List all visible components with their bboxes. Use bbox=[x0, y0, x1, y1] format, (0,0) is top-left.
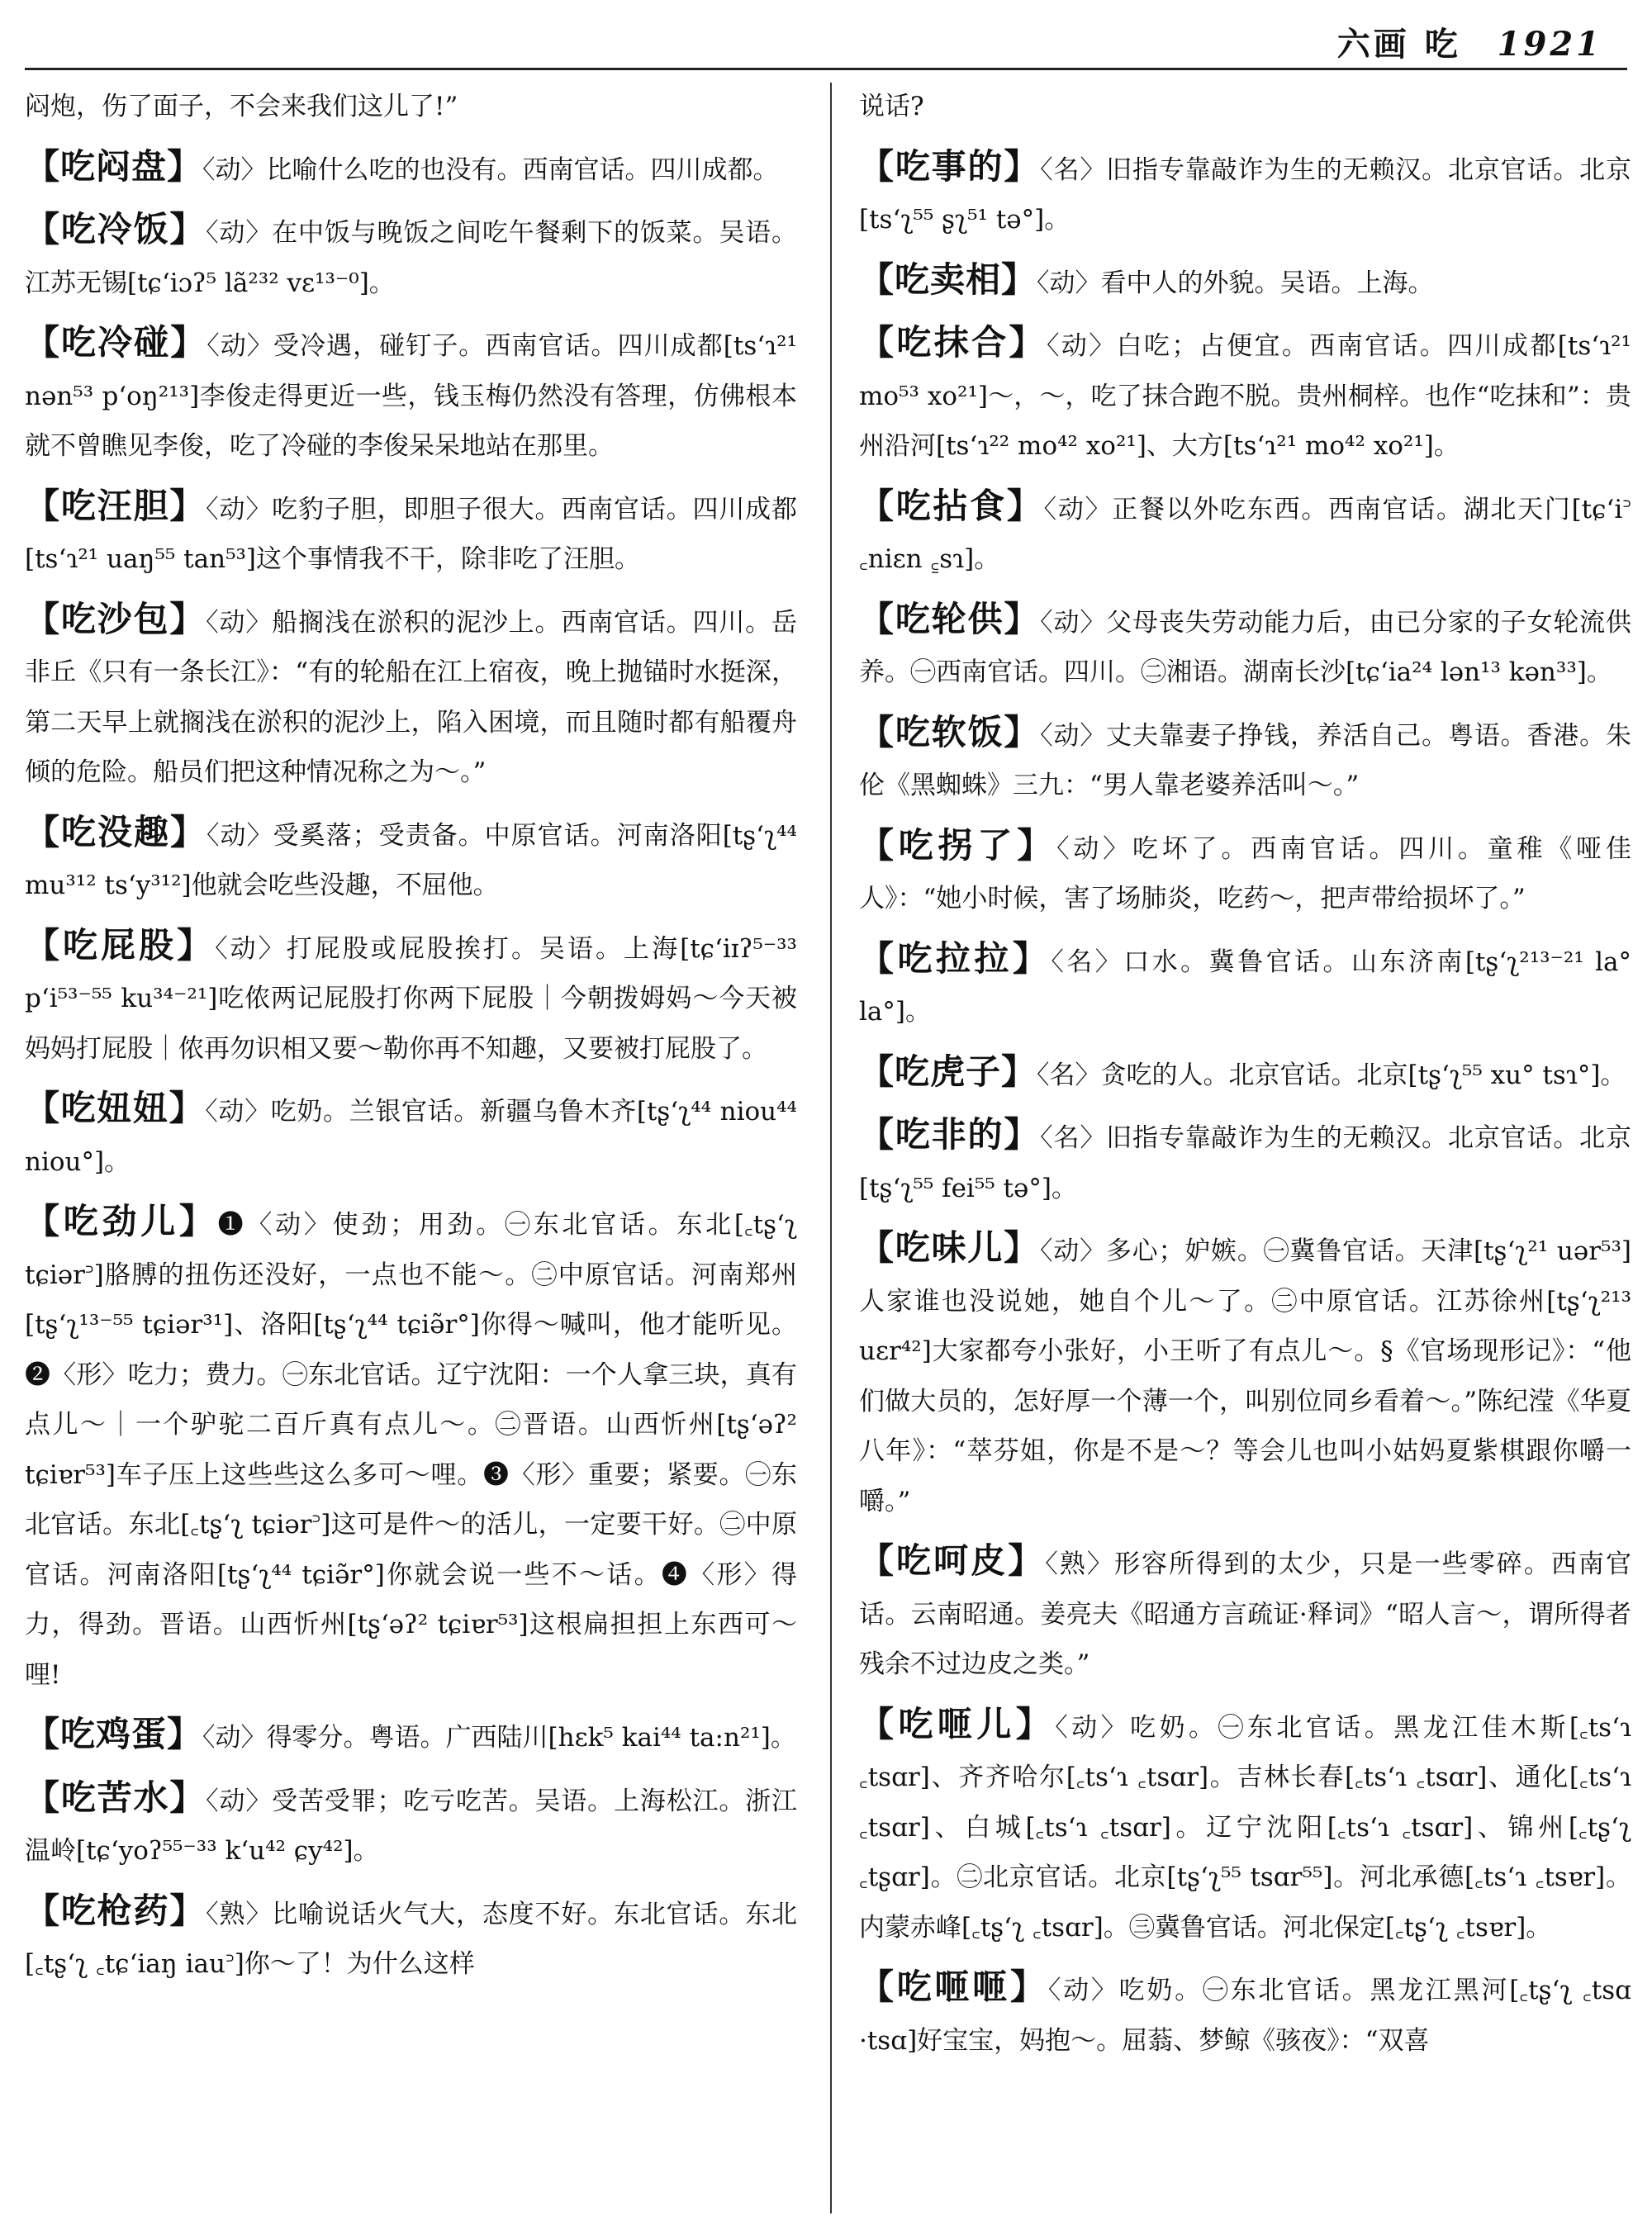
entry-definition: 〈动〉打屁股或屁股挨打。吴语。上海[tɕ‘iɪʔ⁵⁻³³ p‘i⁵³⁻⁵⁵ ku³⁴⁻²¹]吃侬两记屁股打你两下屁股｜今朝拨姆妈～今天被妈妈打屁股｜侬再勿识相又要～勒你再不知趣，又要被打屁股了。 bbox=[25, 933, 797, 1064]
dictionary-entry bbox=[859, 482, 1631, 585]
entry-definition: 〈动〉船搁浅在淤积的泥沙上。西南官话。四川。岳非丘《只有一条长江》：“有的轮船在江上宿夜，晚上抛锚时水挺深，第二天早上就搁浅在淤积的泥沙上，陷入困境，而且随时都有船覆舟倾的危险。船员们把这种情况称之为～。” bbox=[25, 607, 797, 787]
entry-headword: 【吃拈食】 bbox=[859, 485, 1044, 526]
dictionary-entry bbox=[859, 1110, 1631, 1213]
entry-headword: 【吃冷饭】 bbox=[25, 209, 206, 249]
dictionary-entry bbox=[859, 1962, 1631, 2066]
entry-headword: 【吃轮供】 bbox=[859, 598, 1041, 639]
entry-headword: 【吃妞妞】 bbox=[25, 1088, 206, 1128]
entry-definition: 〈熟〉比喻说话火气大，态度不好。东北官话。东北[꜀tʂ‘ʅ ꜀tɕ‘iaŋ iau꜄]你～了！为什么这样 bbox=[25, 1899, 797, 1979]
entry-definition: 〈动〉看中人的外貌。吴语。上海。 bbox=[1037, 268, 1434, 298]
entry-definition: 〈名〉口水。冀鲁官话。山东济南[tʂ‘ʅ²¹³⁻²¹ la° la°]。 bbox=[859, 947, 1631, 1027]
dictionary-entry bbox=[25, 1710, 797, 1763]
entry-headword: 【吃枪药】 bbox=[25, 1890, 206, 1931]
entry-definition: 〈动〉受苦受罪；吃亏吃苦。吴语。上海松江。浙江温岭[tɕ‘yoʔ⁵⁵⁻³³ k‘u⁴² ɕy⁴²]。 bbox=[25, 1786, 797, 1866]
entry-headword: 【吃鸡蛋】 bbox=[25, 1714, 203, 1754]
dictionary-entry bbox=[25, 921, 797, 1075]
entry-definition: 〈动〉多心；妒嫉。㊀冀鲁官话。天津[tʂ‘ʅ²¹ uər⁵³]人家谁也没说她，她自个儿～了。㊁中原官话。江苏徐州[tʂ‘ʅ²¹³ uɛr⁴²]大家都夸小张好，小王听了有点儿～。§《官场现形记》：“他们做大员的，怎好厚一个薄一个，叫别位同乡看着～。”陈纪滢《华夏八年》：“萃芬姐，你是不是～？等会儿也叫小姑妈夏紫棋跟你嚼一嚼。” bbox=[859, 1236, 1631, 1516]
dictionary-entry bbox=[859, 1536, 1631, 1690]
dictionary-entry bbox=[859, 1047, 1631, 1101]
section-title: 六画 吃 bbox=[1336, 25, 1461, 64]
page-header bbox=[1337, 18, 1602, 65]
entry-definition: 〈动〉父母丧失劳动能力后，由已分家的子女轮流供养。㊀西南官话。四川。㊁湘语。湖南长沙[tɕ‘ia²⁴ lən¹³ kən³³]。 bbox=[859, 607, 1631, 687]
dictionary-entry bbox=[859, 318, 1631, 472]
entry-definition: ❶〈动〉使劲；用劲。㊀东北官话。东北[꜀tʂ‘ʅ tɕiər꜄]胳膊的扭伤还没好，一点也不能～。㊁中原官话。河南郑州[tʂ‘ʅ¹³⁻⁵⁵ tɕiər³¹]、洛阳[tʂ‘ʅ⁴⁴ tɕiə̃r°]你得～喊叫，他才能听见。❷〈形〉吃力；费力。㊀东北官话。辽宁沈阳：一个人拿三块，真有点儿～｜一个驴驼二百斤真有点儿～。㊁晋语。山西忻州[tʂ‘əʔ² tɕiɐr⁵³]车子压上这些些这么多可～哩。❸〈形〉重要；紧要。㊀东北官话。东北[꜀tʂ‘ʅ tɕiər꜄]这可是件～的活儿，一定要干好。㊁中原官话。河南洛阳[tʂ‘ʅ⁴⁴ tɕiə̃r°]你就会说一些不～话。❹〈形〉得力，得劲。晋语。山西忻州[tʂ‘əʔ² tɕiɐr⁵³]这根扁担担上东西可～哩! bbox=[25, 1210, 797, 1690]
entry-definition: 〈动〉吃坏了。西南官话。四川。童稚《哑佳人》：“她小时候，害了场肺炎，吃药～，把声带给损坏了。” bbox=[859, 833, 1631, 913]
entry-headword: 【吃软饭】 bbox=[859, 711, 1041, 752]
page-number: 1921 bbox=[1497, 25, 1602, 64]
dictionary-entry bbox=[859, 708, 1631, 811]
dictionary-entry bbox=[25, 595, 797, 798]
dictionary-entry bbox=[25, 318, 797, 472]
dictionary-entry bbox=[25, 1886, 797, 1990]
dictionary-entry bbox=[859, 595, 1631, 698]
entry-definition: 〈动〉在中饭与晚饭之间吃午餐剩下的饭菜。吴语。江苏无锡[tɕ‘iɔʔ⁵ lã²³² vɛ¹³⁻⁰]。 bbox=[25, 218, 797, 298]
dictionary-entry bbox=[25, 142, 797, 196]
right-column bbox=[859, 78, 1631, 2218]
entry-headword: 【吃事的】 bbox=[859, 145, 1041, 187]
entry-definition: 〈动〉丈夫靠妻子挣钱，养活自己。粤语。香港。朱伦《黑蜘蛛》三九：“男人靠老婆养活叫～。” bbox=[859, 720, 1631, 800]
entry-definition: 闷炮，伤了面子，不会来我们这儿了!” bbox=[25, 92, 458, 121]
entry-headword: 【吃虎子】 bbox=[859, 1051, 1037, 1092]
entry-headword: 【吃非的】 bbox=[859, 1114, 1041, 1155]
entry-definition: 〈动〉比喻什么吃的也没有。西南官话。四川成都。 bbox=[202, 154, 779, 185]
entry-definition: 说话? bbox=[859, 92, 924, 121]
dictionary-entry bbox=[25, 205, 797, 308]
entry-headword: 【吃屁股】 bbox=[25, 924, 216, 966]
entry-definition: 〈名〉贪吃的人。北京官话。北京[tʂ‘ʅ⁵⁵ xu° tsɿ°]。 bbox=[1037, 1060, 1626, 1090]
dictionary-entry bbox=[859, 1223, 1631, 1526]
dictionary-entry bbox=[859, 78, 1631, 132]
dictionary-entry bbox=[859, 821, 1631, 924]
entry-headword: 【吃咂咂】 bbox=[859, 1967, 1048, 2007]
dictionary-entry bbox=[25, 78, 797, 132]
dictionary-entry bbox=[25, 808, 797, 911]
entry-definition: 〈动〉吃豹子胆，即胆子很大。西南官话。四川成都[ts‘ɿ²¹ uaŋ⁵⁵ tan⁵³]这个事情我不干，除非吃了汪胆。 bbox=[25, 494, 797, 574]
entry-headword: 【吃沙包】 bbox=[25, 598, 206, 639]
entry-definition: 〈名〉旧指专靠敲诈为生的无赖汉。北京官话。北京[tʂ‘ʅ⁵⁵ fei⁵⁵ tə°]。 bbox=[859, 1123, 1631, 1203]
entry-definition: 〈动〉吃奶。㊀东北官话。黑龙江黑河[꜀tʂ‘ʅ ꜀tsɑ ·tsɑ]好宝宝，妈抱～。屈蓊、梦鲸《骇夜》：“双喜 bbox=[859, 1976, 1631, 2056]
entry-definition: 〈动〉正餐以外吃东西。西南官话。湖北天门[tɕ‘i꜄ ꜀niɛn ꜁sɿ]。 bbox=[859, 494, 1631, 574]
entry-headword: 【吃抹合】 bbox=[859, 322, 1047, 363]
entry-headword: 【吃劲儿】 bbox=[25, 1201, 218, 1241]
dictionary-entry bbox=[859, 142, 1631, 245]
entry-headword: 【吃味儿】 bbox=[859, 1227, 1040, 1268]
entry-definition: 〈动〉得零分。粤语。广西陆川[hɛk⁵ kai⁴⁴ ta:n²¹]。 bbox=[202, 1723, 796, 1753]
entry-headword: 【吃苦水】 bbox=[25, 1777, 206, 1818]
dictionary-entry bbox=[859, 255, 1631, 309]
entry-headword: 【吃呵皮】 bbox=[859, 1540, 1046, 1581]
entry-definition: 〈动〉吃奶。㊀东北官话。黑龙江佳木斯[꜀ts‘ɿ ꜀tsɑr]、齐齐哈尔[꜀ts‘ɿ ꜀tsɑr]。吉林长春[꜀ts‘ɿ ꜀tsɑr]、通化[꜀ts‘ɿ ꜀tsɑr]、白城[꜀ts‘ɿ ꜀tsɑr]。辽宁沈阳[꜀ts‘ɿ ꜀tsɑr]、锦州[꜀tʂ‘ʅ ꜀tʂɑr]。㊁北京官话。北京[tʂ‘ʅ⁵⁵ tsɑr⁵⁵]。河北承德[꜀ts‘ɿ ꜀tsɐr]。内蒙赤峰[꜀tʂ‘ʅ ꜀tsɑr]。㊂冀鲁官话。河北保定[꜀tʂ‘ʅ ꜀tsɐr]。 bbox=[859, 1712, 1631, 1943]
entry-headword: 【吃冷碰】 bbox=[25, 322, 207, 363]
entry-headword: 【吃拐了】 bbox=[859, 824, 1057, 866]
entry-headword: 【吃拉拉】 bbox=[859, 937, 1051, 979]
header-rule bbox=[25, 68, 1627, 70]
entry-definition: 〈动〉受冷遇，碰钉子。西南官话。四川成都[ts‘ɿ²¹ nən⁵³ p‘oŋ²¹³]李俊走得更近一些，钱玉梅仍然没有答理，仿佛根本就不曾瞧见李俊，吃了冷碰的李俊呆呆地站在那里。 bbox=[25, 331, 797, 461]
dictionary-entry bbox=[25, 1773, 797, 1877]
dictionary-entry bbox=[859, 1700, 1631, 1953]
dictionary-entry bbox=[859, 934, 1631, 1037]
entry-headword: 【吃闷盘】 bbox=[25, 145, 203, 187]
dictionary-entry bbox=[25, 1084, 797, 1187]
left-column bbox=[25, 78, 797, 2218]
entry-headword: 【吃没趣】 bbox=[25, 811, 207, 852]
entry-definition: 〈熟〉形容所得到的太少，只是一些零碎。西南官话。云南昭通。姜亮夫《昭通方言疏证·释词》“昭人言～，谓所得者残余不过边皮之类。” bbox=[859, 1549, 1631, 1679]
entry-definition: 〈动〉受奚落；受责备。中原官话。河南洛阳[tʂ‘ʅ⁴⁴ mu³¹² ts‘y³¹²]他就会吃些没趣，不屈他。 bbox=[25, 820, 797, 900]
entry-definition: 〈动〉吃奶。兰银官话。新疆乌鲁木齐[tʂ‘ʅ⁴⁴ niou⁴⁴ niou°]。 bbox=[25, 1097, 797, 1177]
entry-definition: 〈动〉白吃；占便宜。西南官话。四川成都[ts‘ɿ²¹ mo⁵³ xo²¹]～，～，吃了抹合跑不脱。贵州桐梓。也作“吃抹和”：贵州沿河[ts‘ɿ²² mo⁴² xo²¹]、大方[ts‘ɿ²¹ mo⁴² xo²¹]。 bbox=[859, 331, 1631, 461]
column-divider bbox=[830, 83, 832, 2213]
entry-headword: 【吃咂儿】 bbox=[859, 1703, 1056, 1744]
dictionary-entry bbox=[25, 482, 797, 585]
entry-headword: 【吃汪胆】 bbox=[25, 485, 206, 526]
dictionary-entry bbox=[25, 1197, 797, 1700]
entry-definition: 〈名〉旧指专靠敲诈为生的无赖汉。北京官话。北京[ts‘ʅ⁵⁵ ʂʅ⁵¹ tə°]。 bbox=[859, 154, 1631, 235]
entry-headword: 【吃卖相】 bbox=[859, 259, 1037, 300]
